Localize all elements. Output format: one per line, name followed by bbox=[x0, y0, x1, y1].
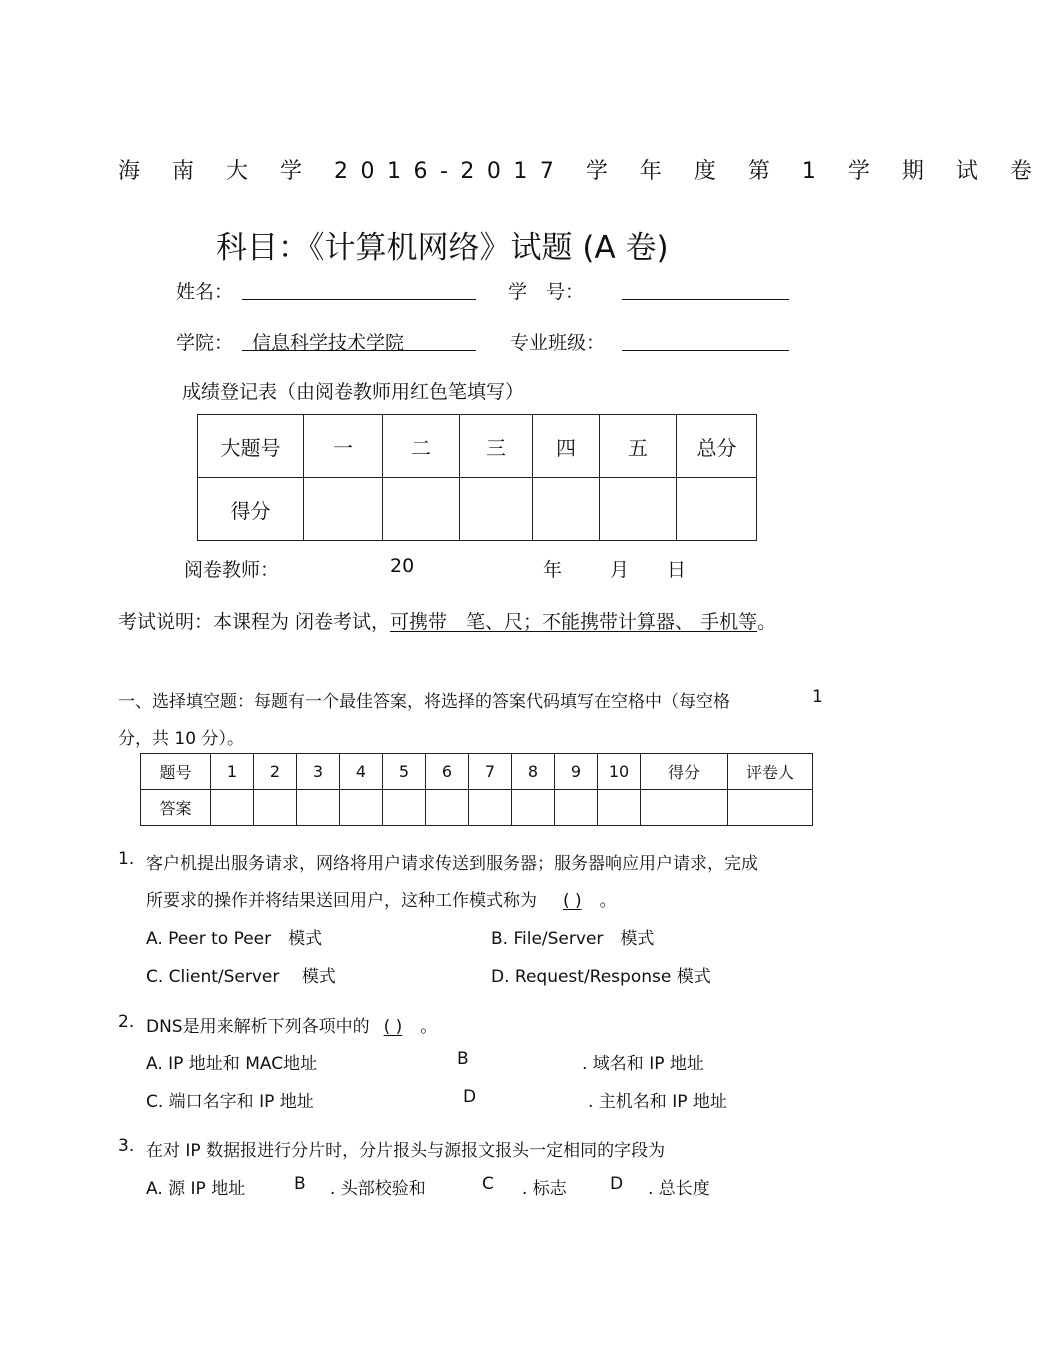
exam-notes-rules: 可携带 笔、尺；不能携带计算器、 手机等 bbox=[390, 611, 758, 633]
answer-header-label: 题号 bbox=[141, 754, 211, 790]
question-number-cell: 1 bbox=[211, 754, 254, 790]
question-number-cell: 2 bbox=[254, 754, 297, 790]
question-3-option-c-letter[interactable]: C bbox=[482, 1174, 494, 1194]
student-id-field[interactable] bbox=[622, 299, 789, 300]
header-cell: 三 bbox=[460, 415, 533, 478]
score-register-table bbox=[197, 414, 757, 541]
question-1-stem-line1: 客户机提出服务请求，网络将用户请求传送到服务器；服务器响应用户请求，完成 bbox=[146, 854, 758, 874]
question-1-stem-line2 bbox=[146, 886, 617, 911]
answer-cell[interactable] bbox=[598, 790, 641, 826]
answer-cell[interactable] bbox=[297, 790, 340, 826]
question-2-blank[interactable]: ( ) bbox=[383, 1017, 403, 1037]
answer-score-label: 得分 bbox=[641, 754, 728, 790]
answer-cell[interactable] bbox=[512, 790, 555, 826]
header-cell: 大题号 bbox=[198, 415, 304, 478]
question-2-stem bbox=[146, 1012, 437, 1037]
answer-cell[interactable] bbox=[340, 790, 383, 826]
header-cell: 总分 bbox=[677, 415, 757, 478]
score-cell[interactable] bbox=[677, 478, 757, 541]
question-1-number: 1. bbox=[118, 849, 135, 869]
question-1-option-c[interactable]: C. Client/Server 模式 bbox=[146, 967, 336, 987]
question-2-option-d-letter[interactable]: D bbox=[463, 1087, 477, 1107]
class-label: 专业班级： bbox=[510, 332, 606, 354]
class-field[interactable] bbox=[622, 350, 789, 351]
grader-month: 月 bbox=[610, 559, 630, 581]
question-3-option-b-letter[interactable]: B bbox=[294, 1174, 306, 1194]
college-value: 信息科学技术学院 bbox=[252, 332, 405, 354]
exam-notes-label: 考试说明：本课程为 闭卷考试， bbox=[118, 611, 391, 633]
answer-grader-cell[interactable] bbox=[728, 790, 813, 826]
name-label: 姓名： bbox=[176, 281, 234, 303]
answer-table bbox=[140, 753, 813, 826]
answer-cell[interactable] bbox=[426, 790, 469, 826]
question-number-cell: 10 bbox=[598, 754, 641, 790]
question-number-cell: 7 bbox=[469, 754, 512, 790]
question-3-option-a[interactable]: A. 源 IP 地址 bbox=[146, 1179, 246, 1199]
section1-instruction-line1: 一、选择填空题：每题有一个最佳答案，将选择的答案代码填写在空格中（每空格 bbox=[118, 692, 730, 712]
question-1-option-d[interactable]: D. Request/Response 模式 bbox=[491, 967, 711, 987]
exam-notes-end: 。 bbox=[757, 611, 777, 633]
question-1-end: 。 bbox=[599, 891, 617, 911]
grader-label: 阅卷教师： bbox=[184, 559, 280, 581]
name-field[interactable] bbox=[242, 299, 476, 300]
grader-year: 年 bbox=[543, 559, 563, 581]
answer-cell[interactable] bbox=[555, 790, 598, 826]
score-cell[interactable] bbox=[600, 478, 677, 541]
grader-day: 日 bbox=[667, 559, 687, 581]
score-register-caption: 成绩登记表（由阅卷教师用红色笔填写） bbox=[182, 381, 525, 403]
answer-score-cell[interactable] bbox=[641, 790, 728, 826]
question-2-stem-text: DNS是用来解析下列各项中的 bbox=[146, 1017, 370, 1037]
grader-year-prefix: 20 bbox=[390, 555, 415, 577]
question-1-option-b[interactable]: B. File/Server 模式 bbox=[491, 929, 655, 949]
question-number-cell: 8 bbox=[512, 754, 555, 790]
score-cell[interactable] bbox=[304, 478, 383, 541]
score-cell[interactable] bbox=[533, 478, 600, 541]
question-3-stem: 在对 IP 数据报进行分片时，分片报头与源报文报头一定相同的字段为 bbox=[146, 1141, 666, 1161]
question-1-option-a[interactable]: A. Peer to Peer 模式 bbox=[146, 929, 323, 949]
question-number-cell: 6 bbox=[426, 754, 469, 790]
question-2-option-b-text[interactable]: . 域名和 IP 地址 bbox=[582, 1054, 704, 1074]
question-number-cell: 5 bbox=[383, 754, 426, 790]
answer-cell[interactable] bbox=[211, 790, 254, 826]
university-header: 海 南 大 学 2016-2017 学 年 度 第 1 学 期 试 卷 bbox=[118, 159, 1044, 184]
answer-cell[interactable] bbox=[469, 790, 512, 826]
header-cell: 五 bbox=[600, 415, 677, 478]
question-3-option-d-letter[interactable]: D bbox=[610, 1174, 624, 1194]
question-2-number: 2. bbox=[118, 1012, 135, 1032]
score-cell[interactable] bbox=[460, 478, 533, 541]
student-id-label: 学 号： bbox=[508, 281, 585, 303]
question-number-cell: 3 bbox=[297, 754, 340, 790]
header-cell: 四 bbox=[533, 415, 600, 478]
question-number-cell: 9 bbox=[555, 754, 598, 790]
question-1-stem-text: 所要求的操作并将结果送回用户，这种工作模式称为 bbox=[146, 891, 537, 911]
header-cell: 一 bbox=[304, 415, 383, 478]
question-3-option-d-text[interactable]: . 总长度 bbox=[648, 1179, 710, 1199]
question-number-cell: 4 bbox=[340, 754, 383, 790]
question-2-option-d-text[interactable]: . 主机名和 IP 地址 bbox=[588, 1092, 727, 1112]
answer-grader-label: 评卷人 bbox=[728, 754, 813, 790]
question-2-end: 。 bbox=[420, 1017, 438, 1037]
question-2-option-c[interactable]: C. 端口名字和 IP 地址 bbox=[146, 1092, 314, 1112]
answer-cell[interactable] bbox=[383, 790, 426, 826]
subject-title: 科目：《计算机网络》试题 (A 卷) bbox=[216, 230, 669, 266]
answer-row-label: 答案 bbox=[141, 790, 211, 826]
answer-cell[interactable] bbox=[254, 790, 297, 826]
section1-instruction-line2: 分，共 10 分）。 bbox=[118, 729, 244, 749]
question-2-option-b-letter[interactable]: B bbox=[457, 1049, 469, 1069]
question-2-option-a[interactable]: A. IP 地址和 MAC地址 bbox=[146, 1054, 318, 1074]
college-field[interactable] bbox=[242, 350, 476, 351]
header-cell: 二 bbox=[383, 415, 460, 478]
question-3-number: 3. bbox=[118, 1136, 135, 1156]
question-3-option-b-text[interactable]: . 头部校验和 bbox=[330, 1179, 426, 1199]
question-1-blank[interactable]: ( ) bbox=[563, 891, 582, 911]
score-cell[interactable] bbox=[383, 478, 460, 541]
question-3-option-c-text[interactable]: . 标志 bbox=[522, 1179, 567, 1199]
score-row-label: 得分 bbox=[198, 478, 304, 541]
section1-instruction-points: 1 bbox=[812, 687, 823, 707]
college-label: 学院： bbox=[176, 332, 234, 354]
exam-notes bbox=[118, 607, 776, 634]
